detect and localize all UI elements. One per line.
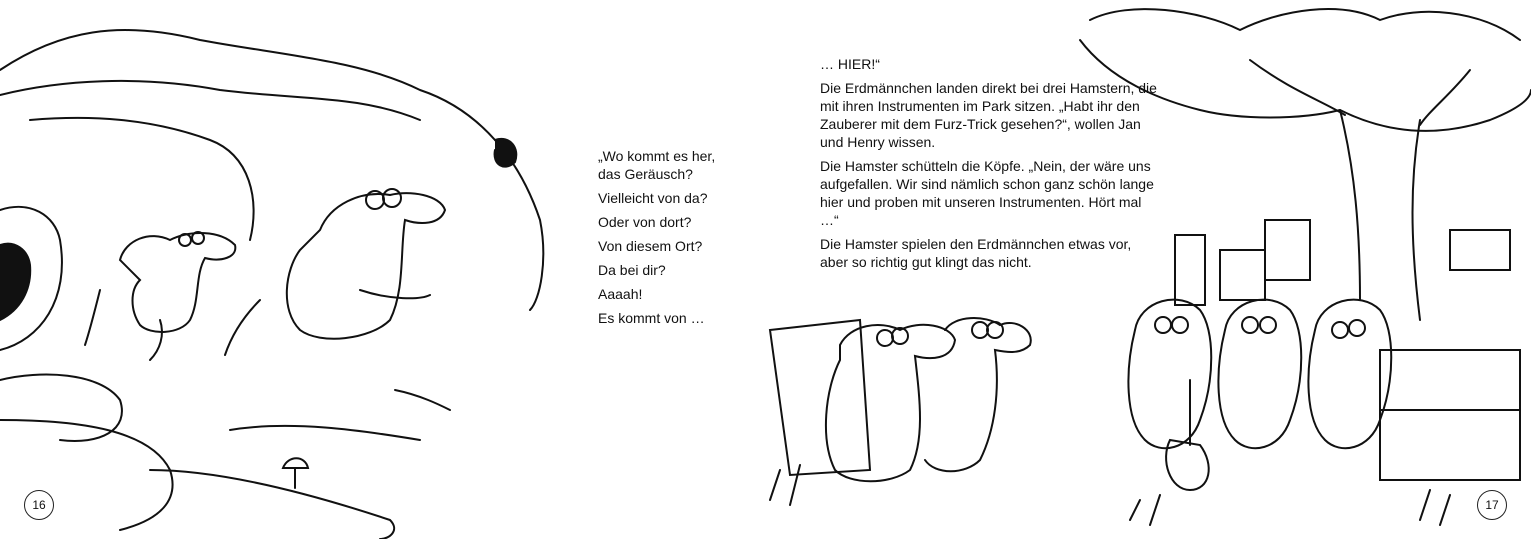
cave-scene-illustration xyxy=(0,30,543,539)
text-line: „Wo kommt es her, das Geräusch? xyxy=(598,148,716,182)
paragraph: Die Hamster schütteln die Köpfe. „Nein, der wäre uns aufgefallen. Wir sind nämlich schon ganz schön lange hier und proben mit unseren Instrumenten. Hört mal …“ xyxy=(820,158,1154,228)
paragraph: Die Erdmännchen landen direkt bei drei Hamstern, die mit ihren Instrumenten im Park sitzen. „Habt ihr den Zauberer mit dem Furz-Trick gesehen?“, wollen Jan und Henry wissen. xyxy=(820,80,1157,150)
paragraph: Die Hamster spielen den Erdmännchen etwas vor, aber so richtig gut klingt das nicht. xyxy=(820,236,1132,270)
right-page-text xyxy=(820,55,1160,277)
left-page-text xyxy=(598,147,748,333)
text-line: Vielleicht von da? xyxy=(598,190,708,206)
text-line: Aaaah! xyxy=(598,286,643,302)
text-line: Es kommt von … xyxy=(598,310,705,326)
text-line: Oder von dort? xyxy=(598,214,692,230)
text-line: Von diesem Ort? xyxy=(598,238,703,254)
page-number-left: 16 xyxy=(24,490,54,520)
paragraph: … HIER!“ xyxy=(820,56,880,72)
page-number-right: 17 xyxy=(1477,490,1507,520)
text-line: Da bei dir? xyxy=(598,262,666,278)
